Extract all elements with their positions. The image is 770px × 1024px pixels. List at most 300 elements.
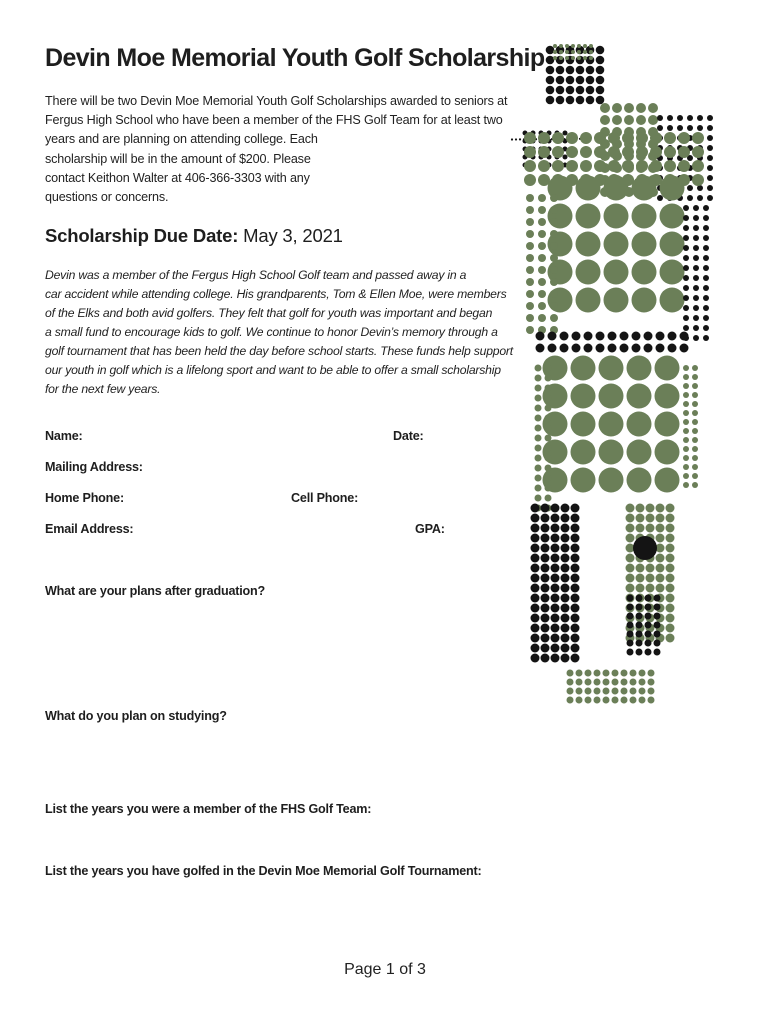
halftone-dot: [636, 640, 643, 647]
halftone-dot: [645, 631, 652, 638]
intro-line: years and are planning on attending college. Each: [45, 132, 318, 147]
mailing-address-field-label[interactable]: Mailing Address:: [45, 460, 143, 474]
halftone-dot: [580, 160, 592, 172]
halftone-dot: [551, 584, 560, 593]
halftone-dot: [541, 564, 550, 573]
halftone-dot: [524, 132, 536, 144]
halftone-dot: [550, 266, 558, 274]
halftone-dot: [644, 332, 653, 341]
halftone-dot: [561, 574, 570, 583]
halftone-dot: [656, 332, 665, 341]
halftone-dot: [657, 195, 663, 201]
halftone-dot: [566, 146, 578, 158]
halftone-dot: [550, 194, 558, 202]
halftone-dot: [608, 160, 620, 172]
halftone-dot: [589, 44, 593, 48]
halftone-dot: [668, 344, 677, 353]
halftone-dot: [571, 574, 580, 583]
halftone-dot: [666, 504, 675, 513]
due-date: [45, 225, 343, 247]
halftone-dot: [627, 468, 652, 493]
halftone-dot: [656, 344, 665, 353]
halftone-dot: [545, 455, 552, 462]
halftone-dot: [586, 76, 595, 85]
halftone-dot: [644, 344, 653, 353]
halftone-dot: [668, 332, 677, 341]
halftone-dot: [576, 96, 585, 105]
halftone-dot: [596, 76, 605, 85]
gpa-field-label[interactable]: GPA:: [415, 522, 445, 536]
halftone-dot: [538, 206, 546, 214]
halftone-dot: [545, 395, 552, 402]
halftone-dot: [666, 584, 675, 593]
halftone-dot: [576, 176, 601, 201]
date-field-label[interactable]: Date:: [393, 429, 424, 443]
halftone-dot: [645, 604, 652, 611]
halftone-dot: [636, 613, 643, 620]
halftone-dot: [571, 624, 580, 633]
halftone-dot: [608, 344, 617, 353]
halftone-dot: [655, 356, 680, 381]
studying-question[interactable]: What do you plan on studying?: [45, 709, 227, 723]
halftone-dot: [703, 245, 709, 251]
halftone-dot: [630, 670, 637, 677]
halftone-dot: [656, 574, 665, 583]
halftone-dot: [703, 255, 709, 261]
halftone-dot: [612, 670, 619, 677]
halftone-dot: [703, 305, 709, 311]
halftone-dot: [556, 96, 565, 105]
halftone-dot: [535, 395, 542, 402]
halftone-dot: [707, 115, 713, 121]
halftone-dot: [648, 670, 655, 677]
halftone-dot: [683, 235, 689, 241]
intro-line: questions or concerns.: [45, 190, 169, 205]
halftone-dot: [656, 554, 665, 563]
halftone-dot: [639, 697, 646, 704]
halftone-dot: [622, 146, 634, 158]
halftone-dot: [636, 103, 646, 113]
halftone-dot: [600, 115, 610, 125]
halftone-dot: [561, 564, 570, 573]
halftone-dot: [707, 175, 713, 181]
halftone-dot: [645, 622, 652, 629]
halftone-dot: [561, 654, 570, 663]
halftone-dot: [692, 174, 704, 186]
halftone-dot: [535, 495, 542, 502]
halftone-dot: [535, 465, 542, 472]
halftone-dot: [683, 482, 689, 488]
halftone-dot: [703, 225, 709, 231]
halftone-dot: [626, 524, 635, 533]
halftone-dot: [594, 679, 601, 686]
halftone-dot: [627, 356, 652, 381]
halftone-dot: [627, 613, 634, 620]
halftone-dot: [535, 435, 542, 442]
halftone-dot: [535, 385, 542, 392]
halftone-dot: [583, 50, 587, 54]
halftone-dot: [636, 622, 643, 629]
halftone-dot: [603, 688, 610, 695]
halftone-dot: [577, 50, 581, 54]
halftone-dot: [571, 514, 580, 523]
halftone-dot: [538, 314, 546, 322]
story-line: Devin was a member of the Fergus High School Golf team and passed away in a: [45, 268, 467, 282]
halftone-dot: [677, 115, 683, 121]
halftone-dot: [531, 634, 540, 643]
halftone-dot: [697, 195, 703, 201]
halftone-dot: [561, 614, 570, 623]
halftone-dot: [683, 401, 689, 407]
halftone-dot: [608, 146, 620, 158]
name-field-label[interactable]: Name:: [45, 429, 83, 443]
halftone-dot: [551, 654, 560, 663]
halftone-dot: [632, 344, 641, 353]
halftone-dot: [678, 146, 690, 158]
halftone-dot: [632, 288, 657, 313]
story-line: car accident while attending college. His grandparents, Tom & Ellen Moe, were members: [45, 287, 507, 301]
halftone-dot: [576, 76, 585, 85]
halftone-dot: [541, 584, 550, 593]
halftone-dot: [561, 624, 570, 633]
halftone-dot: [656, 534, 665, 543]
halftone-dot: [583, 44, 587, 48]
halftone-dot: [571, 544, 580, 553]
halftone-dot: [531, 574, 540, 583]
halftone-dot: [545, 435, 552, 442]
halftone-dot: [594, 146, 606, 158]
halftone-dot: [687, 125, 693, 131]
halftone-dot: [683, 305, 689, 311]
halftone-dot: [636, 524, 645, 533]
halftone-dot: [660, 288, 685, 313]
halftone-dot: [632, 260, 657, 285]
cell-phone-field-label[interactable]: Cell Phone:: [291, 491, 359, 505]
halftone-dot: [545, 405, 552, 412]
halftone-dot: [536, 332, 545, 341]
halftone-dot: [551, 604, 560, 613]
halftone-dot: [526, 314, 534, 322]
halftone-dot: [683, 365, 689, 371]
halftone-dot: [585, 688, 592, 695]
halftone-dot: [538, 218, 546, 226]
halftone-dot: [571, 384, 596, 409]
halftone-dot: [526, 266, 534, 274]
halftone-dot: [563, 131, 568, 136]
halftone-dot: [550, 302, 558, 310]
halftone-dot: [656, 564, 665, 573]
halftone-dot: [531, 504, 540, 513]
halftone-dot: [648, 103, 658, 113]
home-phone-field-label[interactable]: Home Phone:: [45, 491, 124, 505]
halftone-dot: [572, 332, 581, 341]
intro-line: scholarship will be in the amount of $200. Please: [45, 151, 311, 166]
halftone-dot: [531, 594, 540, 603]
halftone-dot: [545, 485, 552, 492]
halftone-dot: [630, 679, 637, 686]
halftone-dot: [693, 275, 699, 281]
halftone-dot: [655, 412, 680, 437]
halftone-dot: [678, 160, 690, 172]
halftone-dot: [541, 634, 550, 643]
halftone-dot: [666, 614, 675, 623]
halftone-dot: [599, 468, 624, 493]
halftone-dot: [535, 405, 542, 412]
halftone-dot: [566, 76, 575, 85]
halftone-dot: [541, 514, 550, 523]
intro-paragraph: [45, 92, 525, 207]
halftone-dot: [693, 305, 699, 311]
halftone-dot: [636, 514, 645, 523]
halftone-dot: [707, 185, 713, 191]
halftone-dot: [566, 96, 575, 105]
halftone-dot: [636, 564, 645, 573]
halftone-dot: [556, 66, 565, 75]
halftone-dot: [608, 132, 620, 144]
halftone-dot: [654, 622, 661, 629]
halftone-dot: [660, 204, 685, 229]
halftone-dot: [680, 332, 689, 341]
halftone-dot: [556, 86, 565, 95]
halftone-dot: [576, 204, 601, 229]
halftone-dot: [571, 412, 596, 437]
halftone-dot: [604, 260, 629, 285]
halftone-dot: [531, 534, 540, 543]
halftone-dot: [626, 504, 635, 513]
halftone-dot: [545, 385, 552, 392]
halftone-dot: [636, 649, 643, 656]
due-date-value: May 3, 2021: [243, 225, 343, 246]
halftone-dot: [551, 554, 560, 563]
halftone-dot: [560, 344, 569, 353]
halftone-dot: [538, 278, 546, 286]
halftone-dot: [693, 295, 699, 301]
halftone-dot: [548, 332, 557, 341]
halftone-dot: [683, 265, 689, 271]
halftone-dot: [531, 654, 540, 663]
halftone-dot: [577, 44, 581, 48]
halftone-dot: [541, 524, 550, 533]
halftone-dot: [707, 195, 713, 201]
story-line: for the next few years.: [45, 382, 161, 396]
halftone-dot: [538, 254, 546, 262]
halftone-dot: [536, 344, 545, 353]
halftone-dot: [660, 232, 685, 257]
halftone-dot: [624, 103, 634, 113]
halftone-dot: [538, 194, 546, 202]
halftone-dot: [693, 285, 699, 291]
halftone-dot: [692, 365, 698, 371]
halftone-dot: [541, 624, 550, 633]
halftone-dot: [599, 412, 624, 437]
halftone-dot: [572, 344, 581, 353]
halftone-dot: [621, 688, 628, 695]
halftone-dot: [603, 697, 610, 704]
halftone-dot: [561, 584, 570, 593]
halftone-dot: [666, 574, 675, 583]
halftone-dot: [624, 115, 634, 125]
halftone-dot: [561, 514, 570, 523]
halftone-dot: [526, 230, 534, 238]
halftone-dot: [656, 524, 665, 533]
halftone-dot: [599, 384, 624, 409]
halftone-dot: [586, 86, 595, 95]
halftone-dot: [667, 115, 673, 121]
halftone-dot: [526, 254, 534, 262]
halftone-dot: [645, 649, 652, 656]
halftone-dot: [583, 56, 587, 60]
halftone-dot: [664, 160, 676, 172]
halftone-dot: [693, 245, 699, 251]
halftone-dot: [526, 206, 534, 214]
halftone-dot: [664, 146, 676, 158]
halftone-dot: [683, 410, 689, 416]
halftone-dot: [636, 160, 648, 172]
halftone-dot: [627, 440, 652, 465]
halftone-dot: [632, 176, 657, 201]
halftone-dot: [561, 524, 570, 533]
halftone-dot: [683, 225, 689, 231]
story-line: our youth in golf which is a lifelong sport and want to be able to offer a small scholarship: [45, 363, 501, 377]
halftone-dot: [703, 205, 709, 211]
halftone-dot: [703, 285, 709, 291]
halftone-dot: [654, 604, 661, 611]
due-date-label: Scholarship Due Date:: [45, 225, 239, 246]
halftone-dot: [526, 218, 534, 226]
halftone-dot: [693, 235, 699, 241]
halftone-dot: [538, 242, 546, 250]
halftone-dot: [612, 115, 622, 125]
halftone-dot: [531, 624, 540, 633]
halftone-dot: [571, 56, 575, 60]
halftone-dot: [692, 410, 698, 416]
halftone-dot: [596, 46, 605, 55]
halftone-dot: [600, 103, 610, 113]
halftone-dot: [646, 504, 655, 513]
halftone-dot: [580, 132, 592, 144]
halftone-dot: [692, 160, 704, 172]
halftone-dot: [551, 594, 560, 603]
halftone-dot: [552, 160, 564, 172]
halftone-dot: [648, 679, 655, 686]
halftone-dot: [571, 440, 596, 465]
halftone-dot: [545, 415, 552, 422]
halftone-dot: [646, 574, 655, 583]
halftone-dot: [567, 670, 574, 677]
halftone-dot: [541, 604, 550, 613]
halftone-dot: [576, 670, 583, 677]
halftone-dot: [703, 235, 709, 241]
halftone-dot: [580, 146, 592, 158]
halftone-dot: [612, 103, 622, 113]
halftone-dot: [622, 160, 634, 172]
halftone-dot: [692, 482, 698, 488]
halftone-dot: [620, 344, 629, 353]
halftone-dot: [683, 285, 689, 291]
halftone-dot: [687, 115, 693, 121]
halftone-dot: [687, 185, 693, 191]
tournament-years-question[interactable]: List the years you have golfed in the Devin Moe Memorial Golf Tournament:: [45, 864, 482, 878]
halftone-dot: [548, 344, 557, 353]
halftone-dot: [550, 290, 558, 298]
halftone-dot: [697, 125, 703, 131]
halftone-dot: [545, 365, 552, 372]
halftone-dot: [596, 96, 605, 105]
halftone-dot: [526, 278, 534, 286]
halftone-dot: [571, 564, 580, 573]
halftone-dot: [535, 425, 542, 432]
halftone-dot: [553, 44, 557, 48]
page-number: Page 1 of 3: [344, 961, 426, 978]
halftone-dot: [538, 132, 550, 144]
halftone-dot: [683, 205, 689, 211]
halftone-dot: [571, 50, 575, 54]
halftone-dot: [541, 594, 550, 603]
halftone-dot: [683, 437, 689, 443]
halftone-dot: [692, 132, 704, 144]
intro-line: Fergus High School who have been a member of the FHS Golf Team for at least two: [45, 113, 503, 128]
halftone-dot: [594, 670, 601, 677]
halftone-dot: [683, 392, 689, 398]
halftone-dot: [636, 115, 646, 125]
halftone-dot: [576, 232, 601, 257]
halftone-dot: [596, 86, 605, 95]
halftone-dot: [576, 66, 585, 75]
halftone-dot: [632, 204, 657, 229]
halftone-dot: [632, 332, 641, 341]
halftone-dot: [639, 670, 646, 677]
halftone-dot: [655, 440, 680, 465]
halftone-dot: [683, 419, 689, 425]
halftone-dot: [654, 631, 661, 638]
halftone-dot: [693, 265, 699, 271]
halftone-dot: [551, 564, 560, 573]
halftone-dot: [535, 375, 542, 382]
halftone-dot: [552, 146, 564, 158]
halftone-dot: [526, 194, 534, 202]
story-line: a small fund to encourage kids to golf. We continue to honor Devin’s memory through a: [45, 325, 498, 339]
halftone-dot: [683, 325, 689, 331]
halftone-dot: [630, 697, 637, 704]
team-years-question[interactable]: List the years you were a member of the FHS Golf Team:: [45, 802, 372, 816]
halftone-dot: [594, 688, 601, 695]
email-field-label[interactable]: Email Address:: [45, 522, 134, 536]
halftone-dot: [692, 428, 698, 434]
halftone-dot: [551, 524, 560, 533]
halftone-dot: [627, 649, 634, 656]
halftone-dot: [650, 146, 662, 158]
plans-question[interactable]: What are your plans after graduation?: [45, 584, 266, 598]
halftone-dot: [561, 604, 570, 613]
halftone-dot: [531, 524, 540, 533]
halftone-dot: [545, 475, 552, 482]
intro-line: contact Keithon Walter at 406-366-3303 with any: [45, 170, 310, 185]
halftone-dot: [626, 554, 635, 563]
halftone-dot: [692, 383, 698, 389]
halftone-dot: [551, 534, 560, 543]
halftone-dot: [531, 554, 540, 563]
halftone-dot: [538, 266, 546, 274]
halftone-dot: [531, 644, 540, 653]
halftone-dot: [692, 473, 698, 479]
halftone-dot: [666, 524, 675, 533]
halftone-dot: [594, 132, 606, 144]
halftone-dot: [693, 315, 699, 321]
page-title: Devin Moe Memorial Youth Golf Scholarship: [45, 44, 545, 72]
halftone-dot: [566, 66, 575, 75]
halftone-dot: [535, 485, 542, 492]
halftone-dot: [594, 697, 601, 704]
